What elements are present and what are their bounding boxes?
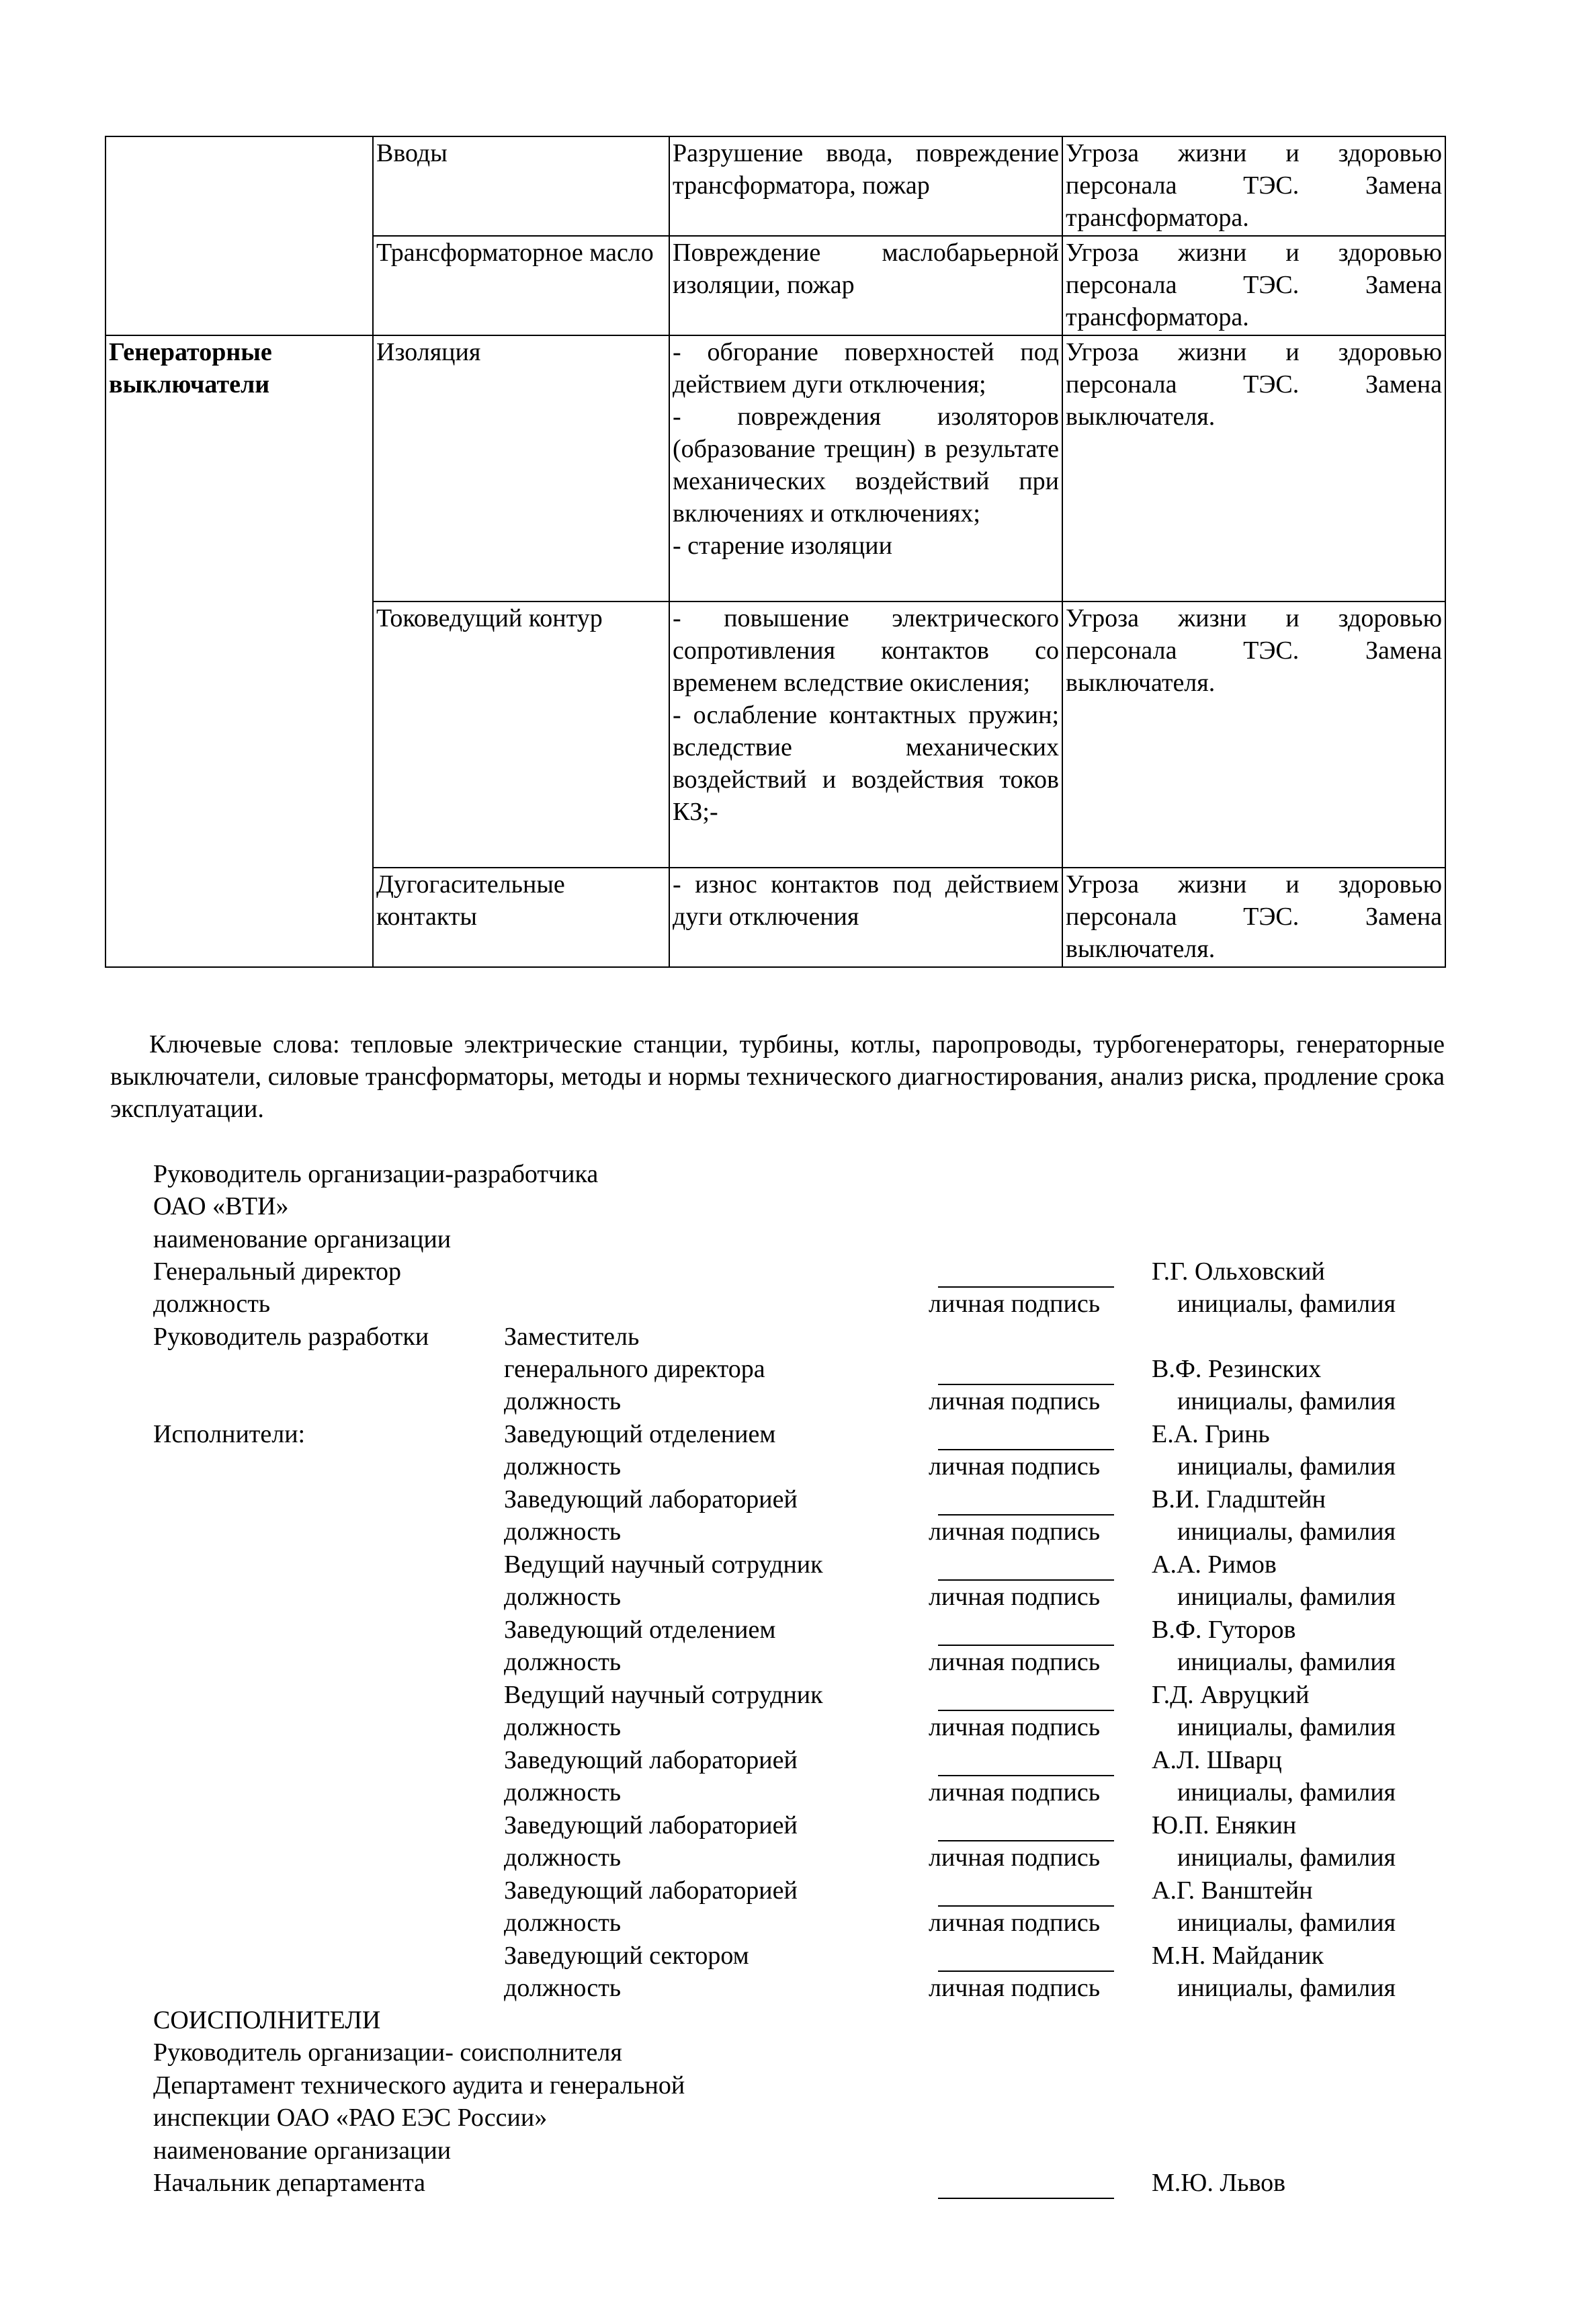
executor-post: Заведующий отделением [504,1616,776,1644]
dev-leader-label: Руководитель разработки [153,1323,429,1351]
executor-post-caption: должность [504,1452,622,1481]
executor-sign-caption: личная подпись [929,1713,1101,1741]
executor-post-caption: должность [504,1713,622,1741]
consequence-cell: Угроза жизни и здоровью персонала ТЭС. Замена выключателя. [1062,868,1445,967]
risk-table [105,136,1446,968]
executor-name: Г.Д. Авруцкий [1152,1681,1310,1709]
defect-line: Повреждение маслобарьерной изоляции, пожар [673,239,1059,299]
executors-label: Исполнители: [153,1420,306,1448]
defect-line: - повреждения изоляторов (образование трещин) в результате механических воздействий при включениях и отключениях; [673,403,1059,528]
executor-name: А.Л. Шварц [1152,1746,1282,1774]
executor-name: В.Ф. Гуторов [1152,1616,1296,1644]
dev-leader-name: В.Ф. Резинских [1152,1355,1322,1383]
director-name: Г.Г. Ольховский [1152,1257,1325,1286]
executor-name: М.Н. Майданик [1152,1942,1324,1970]
executor-post: Заведующий лабораторией [504,1811,798,1839]
executor-post: Заведующий сектором [504,1942,749,1970]
element-cell: Трансформаторное масло [373,236,669,335]
executor-sign-caption: личная подпись [929,1648,1101,1676]
consequence-cell: Угроза жизни и здоровью персонала ТЭС. Замена трансформатора. [1062,136,1445,236]
executor-name: Е.А. Гринь [1152,1420,1270,1448]
executor-sign-caption: личная подпись [929,1909,1101,1937]
defect-cell [669,136,1062,236]
defect-line: Разрушение ввода, повреждение трансформатора, пожар [673,139,1059,200]
executor-sign-caption: личная подпись [929,1452,1101,1481]
element-cell: Дугогасительные контакты [373,868,669,967]
keywords-paragraph: Ключевые слова: тепловые электрические станции, турбины, котлы, паропроводы, турбогенераторы, генераторные выключатели, силовые трансформаторы, методы и нормы технического диагностирования, анализ риска, продление срока эксплуатации. [110,1030,1445,1123]
defect-line: - старение изоляции [673,532,892,560]
element-cell: Изоляция [373,335,669,601]
coexec-org-name: инспекции ОАО «РАО ЕЭС России» [153,2104,548,2132]
executor-sign-caption: личная подпись [929,1518,1101,1546]
executor-name: А.Г. Ванштейн [1152,1876,1313,1905]
executor-name-caption: инициалы, фамилия [1177,1452,1396,1481]
coexec-org-caption: наименование организации [153,2136,452,2165]
executor-name-caption: инициалы, фамилия [1177,1909,1396,1937]
coexec-signature-line [938,2198,1114,2199]
table-row [105,335,1445,601]
coexec-heading: СОИСПОЛНИТЕЛИ [153,2006,381,2034]
executor-name: Ю.П. Енякин [1152,1811,1297,1839]
executor-name-caption: инициалы, фамилия [1177,1778,1396,1807]
element-cell: Токоведущий контур [373,601,669,868]
dev-leader-post-caption: должность [504,1387,622,1415]
dev-leader-post: генерального директора [504,1355,765,1383]
executor-post-caption: должность [504,1778,622,1807]
defect-line: - ослабление контактных пружин; вследствие механических воздействий и воздействия токов КЗ;- [673,701,1059,826]
executor-name-caption: инициалы, фамилия [1177,1648,1396,1676]
executor-name: В.И. Гладштейн [1152,1485,1326,1513]
executor-post: Заведующий лабораторией [504,1485,798,1513]
group-cell: Генераторные выключатели [105,335,373,967]
org-caption: наименование организации [153,1225,452,1253]
executor-post-caption: должность [504,1909,622,1937]
executor-name-caption: инициалы, фамилия [1177,1843,1396,1872]
group-cell [105,136,373,335]
coexec-org-name: Департамент технического аудита и генеральной [153,2071,685,2100]
defect-cell [669,601,1062,868]
dev-leader-name-caption: инициалы, фамилия [1177,1387,1396,1415]
director-post: Генеральный директор [153,1257,401,1286]
director-sign-caption: личная подпись [929,1290,1101,1318]
executor-name-caption: инициалы, фамилия [1177,1518,1396,1546]
executor-name-caption: инициалы, фамилия [1177,1713,1396,1741]
executor-sign-caption: личная подпись [929,1778,1101,1807]
consequence-cell: Угроза жизни и здоровью персонала ТЭС. Замена трансформатора. [1062,236,1445,335]
director-post-caption: должность [153,1290,271,1318]
org-leader-label: Руководитель организации-разработчика [153,1160,599,1188]
executor-post: Ведущий научный сотрудник [504,1550,823,1579]
executor-post: Заведующий лабораторией [504,1876,798,1905]
defect-line: - повышение электрического сопротивления контактов со временем вследствие окисления; [673,604,1059,697]
executor-post: Ведущий научный сотрудник [504,1681,823,1709]
coexec-post: Начальник департамента [153,2169,426,2197]
defect-line: - обгорание поверхностей под действием дуги отключения; [673,338,1059,399]
coexec-name: М.Ю. Львов [1152,2169,1286,2197]
executor-post-caption: должность [504,1974,622,2002]
executor-post: Заведующий лабораторией [504,1746,798,1774]
director-name-caption: инициалы, фамилия [1177,1290,1396,1318]
coexec-leader-label: Руководитель организации- соисполнителя [153,2038,622,2067]
org-name: ОАО «ВТИ» [153,1192,289,1220]
defect-line: - износ контактов под действием дуги отключения [673,870,1059,931]
executor-sign-caption: личная подпись [929,1974,1101,2002]
element-cell: Вводы [373,136,669,236]
executor-post-caption: должность [504,1843,622,1872]
dev-leader-post: Заместитель [504,1323,640,1351]
executor-name: А.А. Римов [1152,1550,1277,1579]
executor-name-caption: инициалы, фамилия [1177,1974,1396,2002]
executor-sign-caption: личная подпись [929,1583,1101,1611]
executor-post: Заведующий отделением [504,1420,776,1448]
defect-cell [669,335,1062,601]
consequence-cell: Угроза жизни и здоровью персонала ТЭС. Замена выключателя. [1062,335,1445,601]
executor-post-caption: должность [504,1583,622,1611]
executor-name-caption: инициалы, фамилия [1177,1583,1396,1611]
consequence-cell: Угроза жизни и здоровью персонала ТЭС. Замена выключателя. [1062,601,1445,868]
executor-post-caption: должность [504,1648,622,1676]
table-row [105,136,1445,236]
executor-post-caption: должность [504,1518,622,1546]
defect-cell [669,868,1062,967]
executor-sign-caption: личная подпись [929,1843,1101,1872]
dev-leader-sign-caption: личная подпись [929,1387,1101,1415]
defect-cell [669,236,1062,335]
